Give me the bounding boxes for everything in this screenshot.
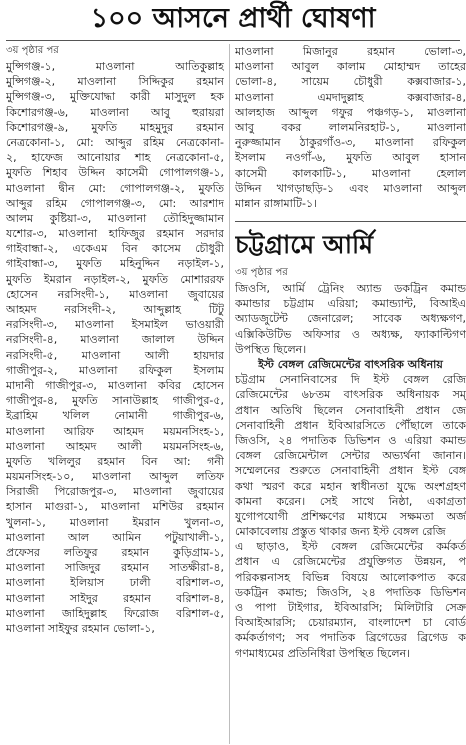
text-line: মুফতি খলিলুর রহমান বিন আ: গনী: [6, 454, 224, 468]
text-line: যুগোপযোগী প্রশিক্ষণের মাধ্যমে সক্ষমতা অর্জ: [235, 509, 466, 523]
text-line: চট্টগ্রাম সেনানিবাসের দি ইস্ট বেঙ্গল রেজি: [235, 373, 466, 387]
text-line: সেনাবাহিনী প্রধান ইবিআরসিতে পৌঁছালে তাকে: [235, 418, 466, 432]
text-line: কামনা করেন। সেই সাথে নিষ্ঠা, একাগ্রতা: [235, 494, 466, 508]
text-line: মাওলানা সাজিদুর রহমান সাতক্ষীরা-৪,: [6, 561, 224, 575]
text-line: মাওলানা আল আমিন পটুয়াখালী-১,: [6, 530, 224, 544]
text-line: মাওলানা আবুল কালাম মোহাম্মদ তাহের: [235, 60, 466, 74]
text-line: ইসলাম নওগাঁ-৬, মুফতি আবুল হাসান: [235, 151, 466, 165]
text-line: মাওলানা মিজানুর রহমান ভোলা-৩,: [235, 45, 466, 58]
text-line: কিশোরগঞ্জ-৯, মুফতি মাহমুদুর রহমান: [6, 120, 224, 134]
text-line: কর্মকর্তাগণ; সব পদাতিক ব্রিগেডের ব্রিগেড ক: [235, 631, 466, 645]
text-line: কথা স্মরণ করে মহান স্বাধীনতা যুদ্ধে অংশগ্রহণ: [235, 479, 466, 493]
text-line: মাওলানা এমদাদুল্লাহ কক্সবাজার-৪,: [235, 90, 466, 104]
text-line: আবু বকর লালমনিরহাট-১, মাওলানা: [235, 120, 466, 134]
text-line: মান্নান রাঙ্গামাটি-১।: [235, 196, 318, 210]
second-story-continued-label: ৩য় পৃষ্ঠার পর: [235, 267, 288, 279]
text-line: কমান্ডার চট্টগ্রাম এরিয়া; কমান্ড্যান্ট, বিআইএ: [235, 297, 466, 311]
text-line: নেত্রকোনা-১, মো: আব্দুর রহিম নেত্রকোনা-: [6, 135, 224, 149]
text-line: মাওলানা আরিফ আহমদ ময়মনসিংহ-১,: [6, 424, 224, 438]
second-story-body-continued: [235, 372, 466, 661]
text-line: ডকট্রিন কমান্ড; জিওসি, ২৪ পদাতিক ডিভিশন: [235, 585, 466, 599]
text-line: মুফতি ইমরান নড়াইল-২, মুফতি মোশাররফ: [6, 272, 224, 286]
text-line: প্রধান অতিথি ছিলেন সেনাবাহিনী প্রধান জে: [235, 403, 466, 417]
text-line: মাওলানা ইলিয়াস ঢালী বরিশাল-৩,: [6, 576, 224, 590]
text-line: বেঙ্গল রেজিমেন্টাল সেন্টার অভ্যর্থনা জানান।: [235, 449, 466, 463]
text-line: অ্যাডজুটেন্ট জেনারেল; সাবেক অধ্যক্ষগণ,: [235, 312, 466, 326]
main-headline: ১০০ আসনে প্রার্থী ঘোষণা: [90, 3, 376, 34]
text-line: ইব্রাহিম খলিল নোমানী গাজীপুর-৬,: [6, 409, 224, 423]
text-line: মাদানী গাজীপুর-৩, মাওলানা কবির হোসেন: [6, 378, 224, 392]
text-line: মাওলানা সাইদুর রহমান বরিশাল-৪,: [6, 591, 224, 605]
text-line: মাওলানা সাইফুর রহমান ভোলা-১,: [6, 621, 155, 635]
text-line: গণমাধ্যমের প্রতিনিধিরা উপস্থিত ছিলেন।: [235, 646, 411, 660]
text-line: সম্মেলনের শুরুতে সেনাবাহিনী প্রধান ইস্ট বেঙ্গ: [235, 464, 466, 478]
column-divider: [229, 44, 230, 744]
text-line: উপস্থিত ছিলেন।: [235, 342, 307, 356]
text-line: যশোর-৩, মাওলানা হাফিজুর রহমান সরদার: [6, 227, 224, 241]
text-line: আলহাজ আব্দুল গফুর পঞ্চগড়-১, মাওলানা: [235, 105, 466, 119]
text-line: আব্দুর রহিম গোপালগঞ্জ-৩, মো: আরশাদ: [6, 196, 224, 210]
text-line: নরসিংদী-৪, মাওলানা জালাল উদ্দিন: [6, 333, 224, 347]
text-line: মুন্সিগঞ্জ-২, মাওলানা সিদ্দিকুর রহমান: [6, 75, 224, 89]
text-line: নুরুজ্জামান ঠাকুরগাঁও-৩, মাওলানা রফিকুল: [235, 136, 466, 150]
second-story-headline: চট্টগ্রামে আর্মি: [235, 230, 374, 260]
text-line: জিওসি, আর্মি ট্রেনিং অ্যান্ড ডকট্রিন কমান্ড: [235, 282, 466, 296]
text-line: মাওলানা আহমদ আলী ময়মনসিংহ-৬,: [6, 439, 224, 453]
text-line: পরিকল্পনাসহ বিভিন্ন বিষয়ে আলোকপাত করে: [235, 570, 466, 584]
text-line: নরসিংদী-৩, মাওলানা ইসমাইল ভাওয়ারী: [6, 318, 224, 332]
text-line: আলম কুষ্টিয়া-৩, মাওলানা তৌহিদুজ্জামান: [6, 211, 224, 225]
text-line: ২, হাফেজ আনোয়ার শাহ নেত্রকোনা-৫,: [6, 151, 224, 165]
text-line: প্রফেসর লতিফুর রহমান কুড়িগ্রাম-১,: [6, 546, 224, 559]
story-separator-rule: [235, 221, 466, 222]
text-line: এ ছাড়াও, ইস্ট বেঙ্গল রেজিমেন্টের কর্মকর্ত: [235, 540, 466, 554]
text-line: কাসেমী কালকাটি-১, মাওলানা হেলাল: [235, 166, 466, 180]
headline-rule: [6, 40, 460, 41]
text-line: মুন্সিগঞ্জ-১, মাওলানা আতিকুল্লাহ: [6, 60, 224, 73]
second-story-body: [235, 281, 466, 357]
text-line: হাসান মাগুরা-১, মাওলানা মশিউর রহমান: [6, 500, 224, 514]
text-line: প্রধান এ রেজিমেন্টের প্রযুক্তিগত উন্নয়ন, প: [235, 555, 466, 569]
left-article-column: [6, 44, 224, 744]
second-story-subhead: ইস্ট বেঙ্গল রেজিমেন্টের বাৎসরিক অধিনায়: [258, 358, 443, 371]
text-line: সিরাজী পিরোজপুর-৩, মাওলানা জুবায়ের: [6, 485, 224, 499]
text-line: মোকাবেলায় প্রস্তুত থাকার জন্য ইস্ট বেঙ্গল রেজি: [235, 525, 446, 539]
text-line: মাওলানা জাহিদুল্লাহ ফিরোজ বরিশাল-৫,: [6, 606, 224, 620]
text-line: মাওলানা দ্বীন মো: গোপালগঞ্জ-২, মুফতি: [6, 181, 224, 195]
text-line: গাজীপুর-২, মাওলানা রফিকুল ইসলাম: [6, 363, 224, 377]
right-article-column: [235, 44, 466, 744]
text-line: ও পাপা টাইগার, ইবিআরসি; মিলিটারি সেক্র: [235, 601, 466, 614]
continued-from-label: ৩য় পৃষ্ঠার পর: [6, 45, 59, 56]
text-line: এক্সিকিউটিভ অফিসার ও অধ্যক্ষ, ফ্যাকাল্টিগণ: [235, 327, 466, 341]
text-line: ভোলা-৪, সায়েম চৌধুরী কক্সবাজার-১,: [235, 75, 466, 89]
text-line: বিআইআরসি; চেয়ারম্যান, বাংলাদেশ চা বোর্ড: [235, 616, 466, 630]
text-line: মুন্সিগঞ্জ-৩, মুক্তিযোদ্ধা কারী মাসুদুল হক: [6, 90, 224, 104]
left-article-body: [6, 59, 224, 636]
right-article-body-top: [235, 44, 466, 211]
text-line: খুলনা-১, মাওলানা ইমরান খুলনা-৩,: [6, 515, 224, 529]
text-line: আহমদ নরসিংদী-২, আব্দুল্লাহ টিটু: [6, 303, 224, 316]
text-line: উদ্দিন খাগড়াছড়ি-১ এবং মাওলানা আব্দুল: [235, 181, 466, 195]
text-line: গাইবান্ধা-৩, মুফতি মহিনুদ্দিন নড়াইল-১,: [6, 257, 224, 271]
text-line: গাজীপুর-৪, মুফতি সানাউল্লাহ গাজীপুর-৫,: [6, 394, 224, 408]
text-line: রেজিমেন্টের ৬৮তম বাৎসরিক অধিনায়ক সম্: [235, 388, 466, 402]
text-line: কিশোরগঞ্জ-৬, মাওলানা আবু হুরায়রা: [6, 105, 224, 119]
text-line: মুফতি শিহাব উদ্দিন কাসেমী গোপালগঞ্জ-১,: [6, 166, 224, 180]
text-line: ময়মনসিংহ-১০, মাওলানা আব্দুল লতিফ: [6, 470, 224, 484]
text-line: নরসিংদী-৫, মাওলানা আলী হায়দার: [6, 348, 224, 362]
text-line: জিওসি, ২৪ পদাতিক ডিভিশন ও এরিয়া কমান্ড: [235, 433, 466, 447]
text-line: গাইবান্ধা-২, একেএম বিন কাসেম চৌধুরী: [6, 242, 224, 256]
text-line: হোসেন নরসিংদী-১, মাওলানা জুবায়ের: [6, 287, 224, 301]
